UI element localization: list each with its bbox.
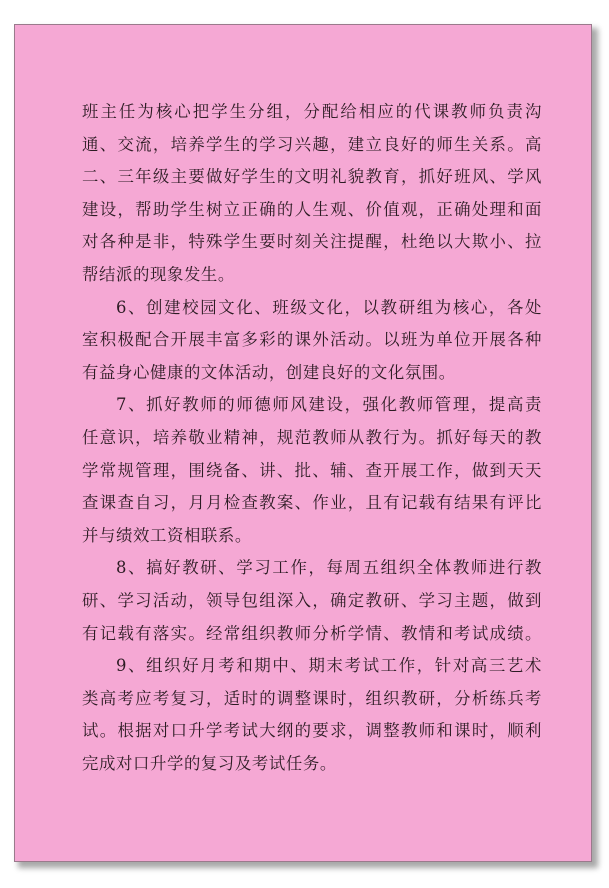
text-line: 任意识，培养敬业精神，规范教师从教行为。抓好每天的教 <box>82 427 542 447</box>
text-line: 通、交流，培养学生的学习兴趣，建立良好的师生关系。高 <box>82 134 542 154</box>
text-line: 9、组织好月考和期中、期末考试工作，针对高三艺术 <box>116 656 542 676</box>
text-line: 对各种是非，特殊学生要时刻关注提醒，杜绝以大欺小、拉 <box>82 232 542 252</box>
text-line: 室积极配合开展丰富多彩的课外活动。以班为单位开展各种 <box>82 330 542 350</box>
text-line: 试。根据对口升学考试大纲的要求，调整教师和课时，顺利 <box>82 721 542 741</box>
text-line: 7、抓好教师的师德师风建设，强化教师管理，提高责 <box>116 395 542 415</box>
text-line: 查课查自习，月月检查教案、作业，且有记载有结果有评比 <box>82 493 542 513</box>
text-line: 有益身心健康的文体活动，创建良好的文化氛围。 <box>82 362 456 382</box>
text-line: 有记载有落实。经常组织教师分析学情、教情和考试成绩。 <box>82 623 542 643</box>
text-line: 类高考应考复习，适时的调整课时，组织教研，分析练兵考 <box>82 688 542 708</box>
text-line: 班主任为核心把学生分组，分配给相应的代课教师负责沟 <box>82 102 542 121</box>
document-body <box>82 96 542 780</box>
text-line: 学常规管理，围绕备、讲、批、辅、查开展工作，做到天天 <box>82 460 542 480</box>
text-line: 并与绩效工资相联系。 <box>82 525 252 545</box>
text-line: 研、学习活动，领导包组深入，确定教研、学习主题，做到 <box>82 590 542 610</box>
document-page <box>14 24 592 862</box>
text-line: 完成对口升学的复习及考试任务。 <box>82 753 337 773</box>
text-line: 6、创建校园文化、班级文化，以教研组为核心，各处 <box>116 297 542 317</box>
text-line: 帮结派的现象发生。 <box>82 264 235 284</box>
text-line: 建设，帮助学生树立正确的人生观、价值观，正确处理和面 <box>82 199 542 219</box>
text-line: 二、三年级主要做好学生的文明礼貌教育，抓好班风、学风 <box>82 167 542 187</box>
text-line: 8、搞好教研、学习工作，每周五组织全体教师进行教 <box>116 558 542 578</box>
